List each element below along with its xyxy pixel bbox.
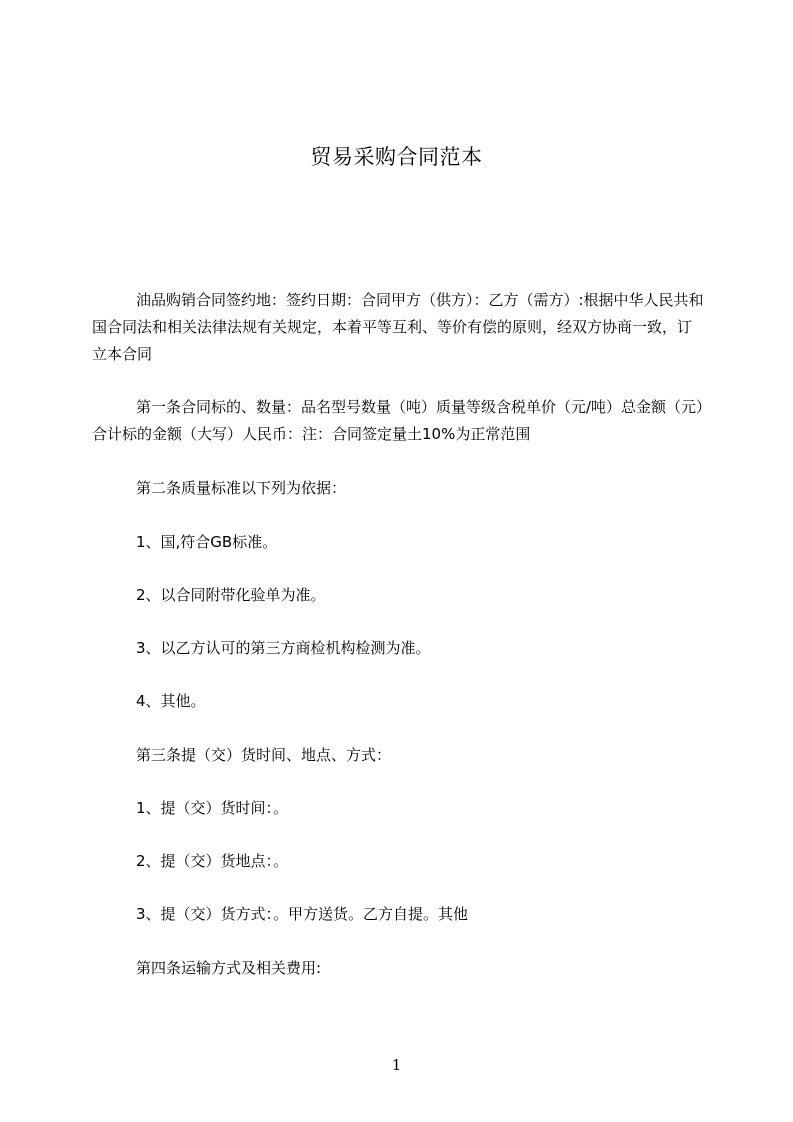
article-2-item: 2、以合同附带化验单为准。: [136, 586, 326, 604]
article-2-heading: 第二条质量标准以下列为依据：: [136, 479, 347, 497]
article-3-heading: 第三条提（交）货时间、地点、方式：: [136, 746, 392, 764]
intro-paragraph: 油品购销合同签约地：签约日期：合同甲方（供方）：乙方（需方）:根据中华人民共和国合同法和相关法律法规有关规定，本着平等互利、等价有偿的原则，经双方协商一致，订立本合同: [92, 291, 704, 363]
article-1-paragraph: 第一条合同标的、数量：品名型号数量（吨）质量等级含税单价（元/吨）总金额（元）合计标的金额（大写）人民币：注：合同签定量土10%为正常范围: [92, 398, 704, 443]
article-2-item: 3、以乙方认可的第三方商检机构检测为准。: [136, 639, 431, 657]
article-4-heading: 第四条运输方式及相关费用:: [136, 959, 322, 977]
article-3-item: 2、提（交）货地点：。: [136, 852, 289, 870]
document-title: 贸易采购合同范本: [310, 145, 483, 169]
article-2-item: 1、国,符合GB标准。: [136, 533, 278, 551]
article-2-item: 4、其他。: [136, 692, 206, 710]
page-number: 1: [391, 1056, 402, 1074]
article-3-item: 3、提（交）货方式：。甲方送货。乙方自提。其他: [136, 905, 469, 923]
article-3-item: 1、提（交）货时间：。: [136, 799, 289, 817]
